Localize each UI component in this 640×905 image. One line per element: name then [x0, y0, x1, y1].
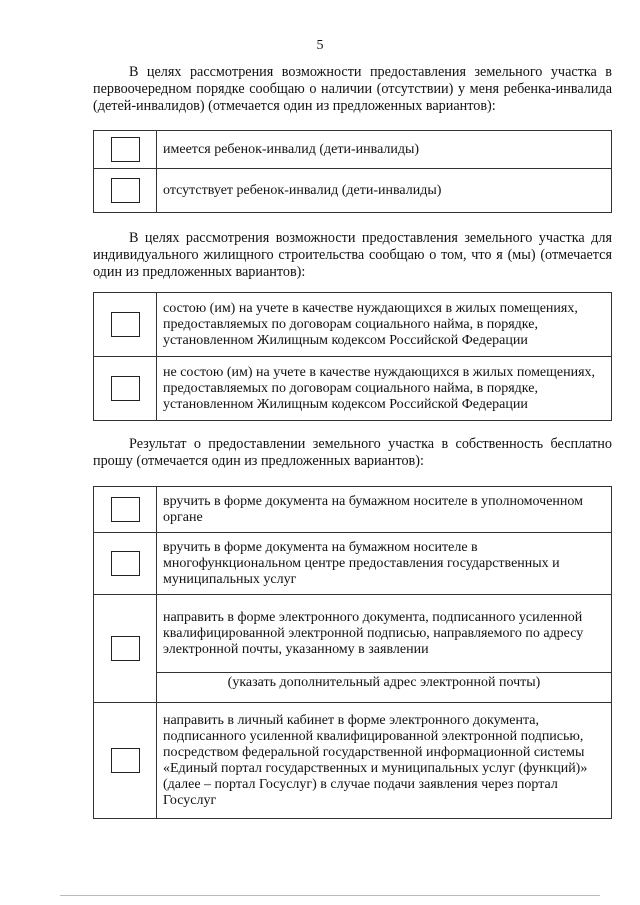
option-label: вручить в форме документа на бумажном носителе в многофункциональном центре предоставления государственных и муниципальных услуг	[157, 533, 612, 595]
option-checkbox[interactable]	[111, 497, 140, 522]
table-row	[94, 131, 612, 169]
option-label: состою (им) на учете в качестве нуждающихся в жилых помещениях, предоставляемых по договорам социального найма, в порядке, установленном Жилищным кодексом Российской Федерации	[157, 293, 612, 357]
table-row	[94, 533, 612, 595]
option-checkbox[interactable]	[111, 748, 140, 773]
option-label: направить в личный кабинет в форме электронного документа, подписанного усиленной квалифицированной электронной подписью, посредством федеральной государственной информационной системы «Единый портал государственных и муниципальных услуг (функций)» (далее – портал Госуслуг) в случае подачи заявления через портал Госуслуг	[157, 703, 612, 819]
table-row	[94, 487, 612, 533]
section2-intro: В целях рассмотрения возможности предоставления земельного участка для индивидуального жилищного строительства сообщаю о том, что я (мы) (отмечается один из предложенных вариантов):	[93, 230, 612, 280]
option-checkbox[interactable]	[111, 178, 140, 203]
section2-table	[93, 292, 612, 421]
section1-table	[93, 130, 612, 213]
page-number: 5	[316, 38, 324, 53]
table-row	[94, 357, 612, 421]
scan-edge-line	[60, 895, 600, 896]
option-label: отсутствует ребенок-инвалид (дети-инвалиды)	[157, 169, 612, 213]
option-label: вручить в форме документа на бумажном носителе в уполномоченном органе	[157, 487, 612, 533]
table-row	[94, 293, 612, 357]
option-checkbox[interactable]	[111, 376, 140, 401]
option-label: направить в форме электронного документа, подписанного усиленной квалифицированной электронной подписью, направляемого по адресу электронной почты, указанному в заявлении	[157, 595, 612, 673]
table-row	[94, 703, 612, 819]
table-row	[94, 169, 612, 213]
section3-table	[93, 486, 612, 819]
option-checkbox[interactable]	[111, 551, 140, 576]
section3-intro: Результат о предоставлении земельного участка в собственность бесплатно прошу (отмечается один из предложенных вариантов):	[93, 436, 612, 469]
option-checkbox[interactable]	[111, 636, 140, 661]
table-row	[94, 673, 612, 703]
email-hint: (указать дополнительный адрес электронной почты)	[157, 673, 612, 703]
option-label: имеется ребенок-инвалид (дети-инвалиды)	[157, 131, 612, 169]
section1-intro: В целях рассмотрения возможности предоставления земельного участка в первоочередном порядке сообщаю о наличии (отсутствии) у меня ребенка-инвалида (детей-инвалидов) (отмечается один из предложенных вариантов):	[93, 64, 612, 114]
table-row	[94, 595, 612, 673]
option-label: не состою (им) на учете в качестве нуждающихся в жилых помещениях, предоставляемых по договорам социального найма, в порядке, установленном Жилищным кодексом Российской Федерации	[157, 357, 612, 421]
option-checkbox[interactable]	[111, 312, 140, 337]
option-checkbox[interactable]	[111, 137, 140, 162]
